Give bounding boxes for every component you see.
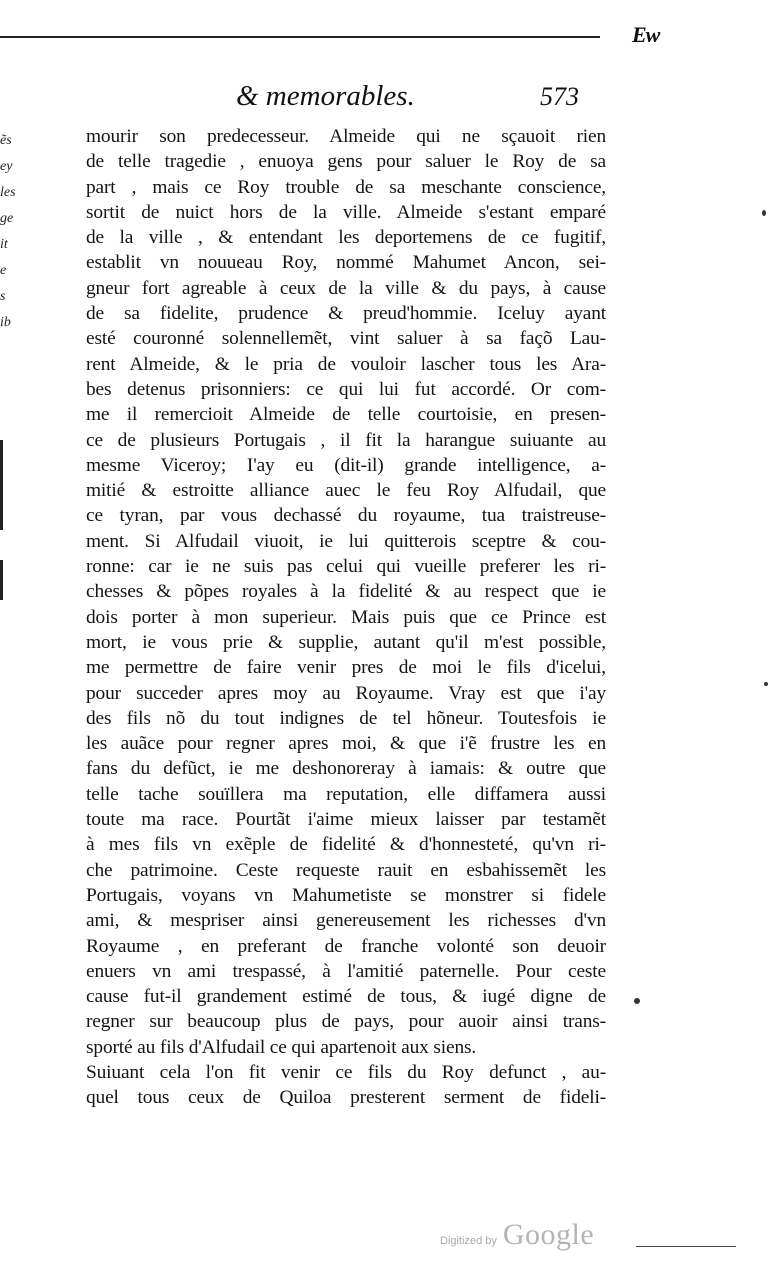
text-line: sporté au fils d'Alfudail ce qui apartenoit aux siens.	[86, 1036, 477, 1058]
margin-fragment: ey	[0, 159, 13, 174]
text-line: chesses & põpes royales à la fidelité & au respect que ie	[86, 581, 606, 603]
corner-mark: Ew	[632, 22, 660, 47]
text-line: ronne: car ie ne suis pas celui qui vueille preferer les ri-	[86, 556, 606, 578]
text-line: bes detenus prisonniers: ce qui lui fut accordé. Or com-	[86, 378, 606, 400]
margin-fragment: ib	[0, 315, 11, 330]
text-line: telle tache souïllera ma reputation, elle diffamera aussi	[86, 783, 606, 805]
text-line: me il remercioit Almeide de telle courtoisie, en presen-	[86, 404, 606, 426]
text-line: che patrimoine. Ceste requeste rauit en esbahissemẽt les	[86, 859, 606, 881]
digitized-by-label: Digitized by	[440, 1235, 497, 1247]
text-line: sortit de nuict hors de la ville. Almeide s'estant emparé	[86, 201, 606, 223]
running-title: & memorables.	[236, 80, 415, 112]
text-line: gneur fort agreable à ceux de la ville & du pays, à cause	[86, 277, 606, 299]
margin-fragment: ge	[0, 211, 14, 226]
text-line: dois porter à mon superieur. Mais puis que ce Prince est	[86, 606, 606, 628]
page-number: 573	[540, 82, 579, 111]
text-line: mitié & estroitte alliance auec le feu Roy Alfudail, que	[86, 480, 606, 502]
scan-speck	[634, 998, 640, 1004]
text-line: Royaume , en preferant de franche volonté son deuoir	[86, 935, 606, 957]
text-line: Portugais, voyans vn Mahumetiste se monstrer si fidele	[86, 884, 606, 906]
text-line: ce tyran, par vous dechassé du royaume, tua traistreuse-	[86, 505, 606, 527]
text-line: regner sur beaucoup plus de pays, pour auoir ainsi trans-	[86, 1011, 606, 1033]
left-edge-bar	[0, 560, 3, 600]
text-line: mourir son predecesseur. Almeide qui ne sçauoit rien	[86, 126, 606, 147]
margin-fragment: e	[0, 263, 7, 278]
text-line: pour succeder apres moy au Royaume. Vray est que i'ay	[86, 682, 606, 704]
margin-fragment: it	[0, 237, 8, 252]
text-line: ami, & mespriser ainsi genereusement les richesses d'vn	[86, 910, 606, 932]
text-line: cause fut-il grandement estimé de tous, & iugé digne de	[86, 986, 606, 1008]
text-line: part , mais ce Roy trouble de sa meschante conscience,	[86, 176, 606, 198]
bottom-rule	[636, 1246, 736, 1247]
google-logo: Google	[502, 1218, 595, 1251]
text-line: les auãce pour regner apres moi, & que i'ẽ frustre les en	[86, 733, 606, 755]
margin-fragment: les	[0, 185, 16, 200]
text-line: quel tous ceux de Quiloa presterent serment de fideli-	[86, 1087, 606, 1109]
text-line: ment. Si Alfudail viuoit, ie lui quitterois sceptre & cou-	[86, 530, 606, 552]
text-line: enuers vn ami trespassé, à l'amitié paternelle. Pour ceste	[86, 960, 606, 982]
body-text	[86, 124, 606, 1111]
left-edge-bar	[0, 440, 3, 530]
text-line: mort, ie vous prie & supplie, autant qu'il m'est possible,	[86, 631, 606, 653]
text-line: des fils nõ du tout indignes de tel hõneur. Toutesfois ie	[86, 707, 606, 729]
scan-speck	[762, 210, 766, 216]
top-rule	[0, 36, 600, 38]
text-line: de telle tragedie , enuoya gens pour saluer le Roy de sa	[86, 151, 606, 173]
text-line: de sa fidelite, prudence & preud'hommie. Iceluy ayant	[86, 303, 606, 325]
text-line: ce de plusieurs Portugais , il fit la harangue suiuante au	[86, 429, 606, 451]
google-watermark	[440, 1218, 594, 1258]
text-line: me permettre de faire venir pres de moi le fils d'icelui,	[86, 657, 606, 679]
text-line: mesme Viceroy; I'ay eu (dit-il) grande intelligence, a-	[86, 454, 606, 476]
text-line: establit vn nouueau Roy, nommé Mahumet Ancon, sei-	[86, 252, 606, 274]
scan-speck	[764, 682, 768, 686]
text-line: à mes fils vn exẽple de fidelité & d'honnesteté, qu'vn ri-	[86, 834, 606, 856]
text-line: fans du defũct, ie me deshonoreray à iamais: & outre que	[86, 758, 606, 780]
margin-fragment: s	[0, 289, 6, 304]
text-line: Suiuant cela l'on fit venir ce fils du Roy defunct , au-	[86, 1061, 606, 1083]
text-line: rent Almeide, & le pria de vouloir lascher tous les Ara-	[86, 353, 606, 375]
text-line: de la ville , & entendant les deportemens de ce fugitif,	[86, 227, 606, 249]
margin-fragment: ẽs	[0, 133, 12, 148]
text-line: esté couronné solennellemẽt, vint saluer à sa façõ Lau-	[86, 328, 606, 350]
text-line: toute ma race. Pourtãt i'aime mieux laisser par testamẽt	[86, 809, 606, 831]
